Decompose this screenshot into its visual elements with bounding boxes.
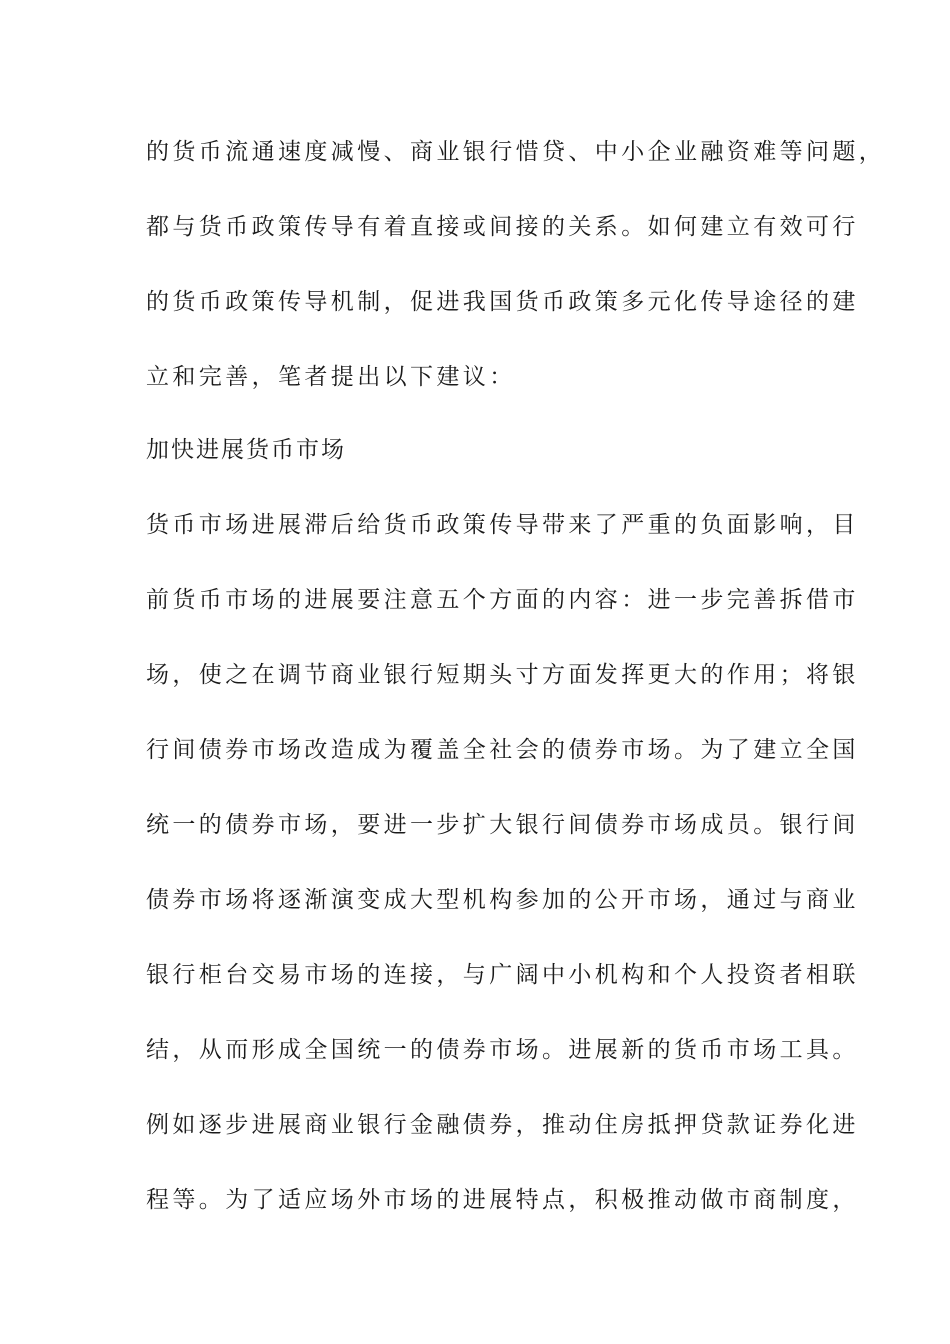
paragraph-line: 银行柜台交易市场的连接，与广阔中小机构和个人投资者相联: [146, 962, 859, 988]
section-heading: 加快进展货币市场: [146, 437, 346, 463]
paragraph-line: 的货币政策传导机制，促进我国货币政策多元化传导途径的建: [146, 289, 859, 315]
paragraph-line: 行间债券市场改造成为覆盖全社会的债券市场。为了建立全国: [146, 737, 859, 763]
paragraph-line: 前货币市场的进展要注意五个方面的内容：进一步完善拆借市: [146, 587, 859, 613]
paragraph-line: 程等。为了适应场外市场的进展特点，积极推动做市商制度，: [146, 1187, 859, 1213]
paragraph-line: 债券市场将逐渐演变成大型机构参加的公开市场，通过与商业: [146, 887, 859, 913]
paragraph-line: 的货币流通速度减慢、商业银行惜贷、中小企业融资难等问题，: [146, 139, 886, 165]
paragraph-line: 立和完善，笔者提出以下建议：: [146, 364, 516, 390]
paragraph-line: 都与货币政策传导有着直接或间接的关系。如何建立有效可行: [146, 214, 859, 240]
paragraph-line: 货币市场进展滞后给货币政策传导带来了严重的负面影响，目: [146, 512, 859, 538]
paragraph-line: 场，使之在调节商业银行短期头寸方面发挥更大的作用；将银: [146, 662, 859, 688]
paragraph-line: 统一的债券市场，要进一步扩大银行间债券市场成员。银行间: [146, 812, 859, 838]
paragraph-line: 例如逐步进展商业银行金融债券，推动住房抵押贷款证券化进: [146, 1112, 859, 1138]
paragraph-line: 结，从而形成全国统一的债券市场。进展新的货币市场工具。: [146, 1037, 859, 1063]
